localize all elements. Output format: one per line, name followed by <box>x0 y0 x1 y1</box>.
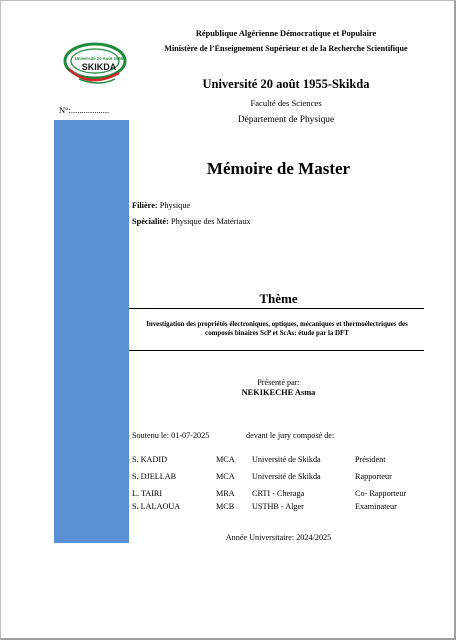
jury-role: Co- Rapporteur <box>355 489 407 498</box>
document-number: N°:.................. <box>59 105 110 115</box>
jury-row <box>132 489 432 501</box>
jury-grade: MRA <box>216 489 235 498</box>
jury-institution: Université de Skikda <box>252 472 321 481</box>
ministry-line: Ministère de l’Enseignement Supérieur et de la Recherche Scientifique <box>164 44 408 53</box>
theme-top-rule <box>129 308 424 309</box>
theme-bottom-rule <box>129 350 424 351</box>
author-name: NEKIKECHE Asma <box>241 388 316 397</box>
jury-institution: USTHB - Alger <box>252 502 304 511</box>
specialite-value: Physique des Matériaux <box>168 217 251 226</box>
jury-name: S. DJELLAB <box>132 472 177 481</box>
jury-name: L. TAIRI <box>132 489 163 498</box>
jury-row <box>132 472 432 484</box>
presented-by-label: Présenté par: <box>257 378 300 387</box>
jury-name: S. KADID <box>132 455 168 464</box>
academic-year: Année Universitaire: 2024/2025 <box>225 533 332 542</box>
logo-text-main: SKIKDA <box>81 62 117 72</box>
theme-label: Thème <box>259 291 298 306</box>
specialite-field <box>132 217 251 226</box>
jury-grade: MCA <box>216 455 235 464</box>
decorative-sidebar <box>54 120 129 543</box>
jury-institution: Université de Skikda <box>252 455 321 464</box>
jury-grade: MCA <box>216 472 235 481</box>
jury-heading: devant le jury composé de: <box>246 431 335 440</box>
jury-row <box>132 502 432 514</box>
logo-text-top: Université 20 Août 1955 <box>74 56 124 61</box>
faculty-name: Faculté des Sciences <box>250 98 322 108</box>
department-name: Département de Physique <box>237 115 335 125</box>
filiere-field <box>132 201 190 210</box>
university-logo <box>59 39 137 91</box>
theme-text: Investigation des propriétés électroniques, optiques, mécaniques et thermoélectriques des composés binaires ScP et ScAs: étude par la DFT <box>146 321 408 337</box>
specialite-label: Spécialité: <box>132 217 169 226</box>
jury-role: Président <box>355 455 386 464</box>
republic-line: République Algérienne Démocratique et Populaire <box>195 29 377 38</box>
jury-name: S. LALAOUA <box>132 502 181 511</box>
filiere-value: Physique <box>157 201 191 210</box>
jury-row <box>132 455 432 467</box>
document-title: Mémoire de Master <box>206 159 351 178</box>
jury-role: Examinateur <box>355 502 397 511</box>
filiere-label: Filière: <box>132 201 158 210</box>
jury-role: Rapporteur <box>355 472 392 481</box>
jury-grade: MCB <box>216 502 235 511</box>
university-name: Université 20 août 1955-Skikda <box>202 77 370 91</box>
jury-institution: CRTI - Cheraga <box>252 489 305 498</box>
defense-date: Soutenu le: 01-07-2025 <box>132 431 210 440</box>
